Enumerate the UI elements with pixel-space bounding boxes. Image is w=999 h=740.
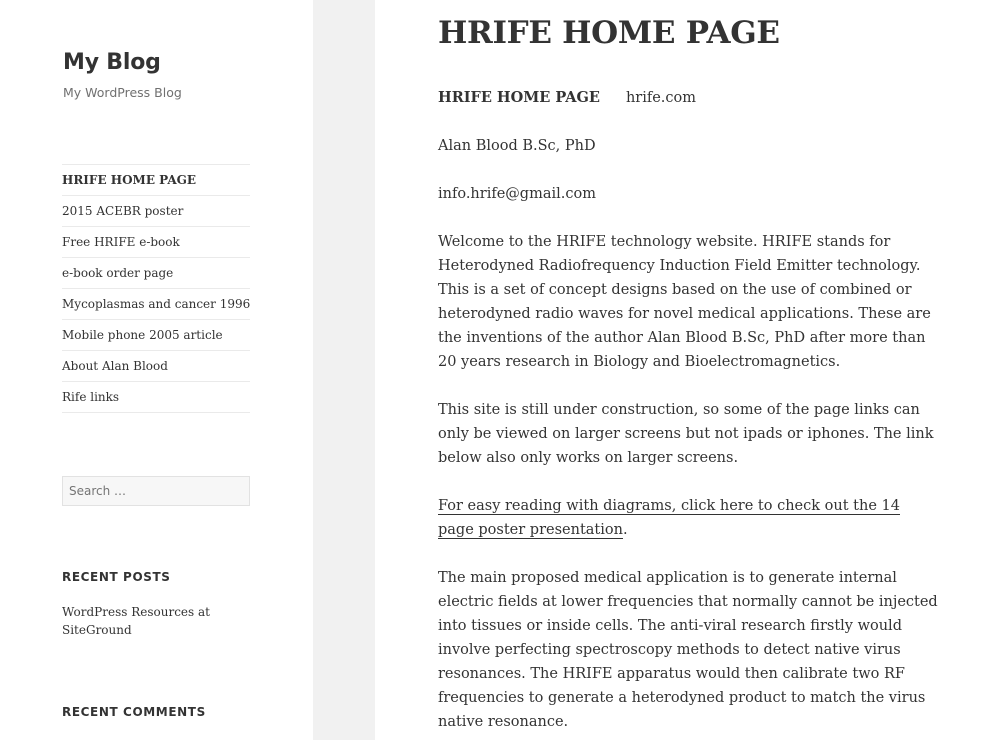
menu-item-mobile-phone-article[interactable]: Mobile phone 2005 article — [62, 320, 250, 351]
site-description: My WordPress Blog — [63, 85, 182, 100]
construction-paragraph: This site is still under construction, so some of the page links can only be viewed on larger screens but not ipads or iphones. The link below also only works on larger screens. — [438, 402, 934, 466]
menu-item-ebook-order-page[interactable]: e-book order page — [62, 258, 250, 289]
recent-post-link[interactable]: WordPress Resources at SiteGround — [62, 605, 210, 637]
sidebar — [0, 0, 313, 740]
main-menu — [62, 164, 250, 413]
header-line-title: HRIFE HOME PAGE — [438, 89, 600, 106]
header-line — [438, 86, 938, 110]
menu-item-rife-links[interactable]: Rife links — [62, 382, 250, 413]
search-input[interactable] — [62, 476, 250, 506]
recent-comments-heading: RECENT COMMENTS — [62, 705, 206, 719]
entry-content — [438, 86, 938, 740]
recent-posts-heading: RECENT POSTS — [62, 570, 171, 584]
application-paragraph: The main proposed medical application is to generate internal electric fields at lower frequencies that normally cannot be injected into tissues or inside cells. The anti-viral research firstly would involve perfecting spectroscopy methods to detect native virus resonances. The HRIFE apparatus would then calibrate two RF frequencies to generate a heterodyned product to match the virus native resonance. — [438, 570, 938, 730]
main-content — [375, 0, 999, 740]
menu-item-hrife-home-page[interactable]: HRIFE HOME PAGE — [62, 165, 250, 196]
intro-paragraph: Welcome to the HRIFE technology website. HRIFE stands for Heterodyned Radiofrequency Induction Field Emitter technology. This is a set of concept designs based on the use of combined or heterodyned radio waves for novel medical applications. These are the inventions of the author Alan Blood B.Sc, PhD after more than 20 years research in Biology and Bioelectromagnetics. — [438, 234, 931, 370]
poster-link-suffix: . — [622, 522, 628, 538]
poster-link[interactable]: For easy reading with diagrams, click here to check out the 14 page poster presentation — [438, 498, 900, 538]
site-title[interactable]: My Blog — [63, 50, 161, 75]
menu-item-mycoplasmas-and-cancer[interactable]: Mycoplasmas and cancer 1996 — [62, 289, 250, 320]
menu-item-2015-acebr-poster[interactable]: 2015 ACEBR poster — [62, 196, 250, 227]
menu-item-about-alan-blood[interactable]: About Alan Blood — [62, 351, 250, 382]
poster-paragraph — [438, 494, 938, 542]
menu-item-free-hrife-ebook[interactable]: Free HRIFE e-book — [62, 227, 250, 258]
page-title: HRIFE HOME PAGE — [438, 15, 780, 51]
header-line-site: hrife.com — [625, 90, 697, 106]
email-line: info.hrife@gmail.com — [438, 186, 596, 202]
sidebar-gutter — [313, 0, 375, 740]
author-line: Alan Blood B.Sc, PhD — [438, 138, 596, 154]
